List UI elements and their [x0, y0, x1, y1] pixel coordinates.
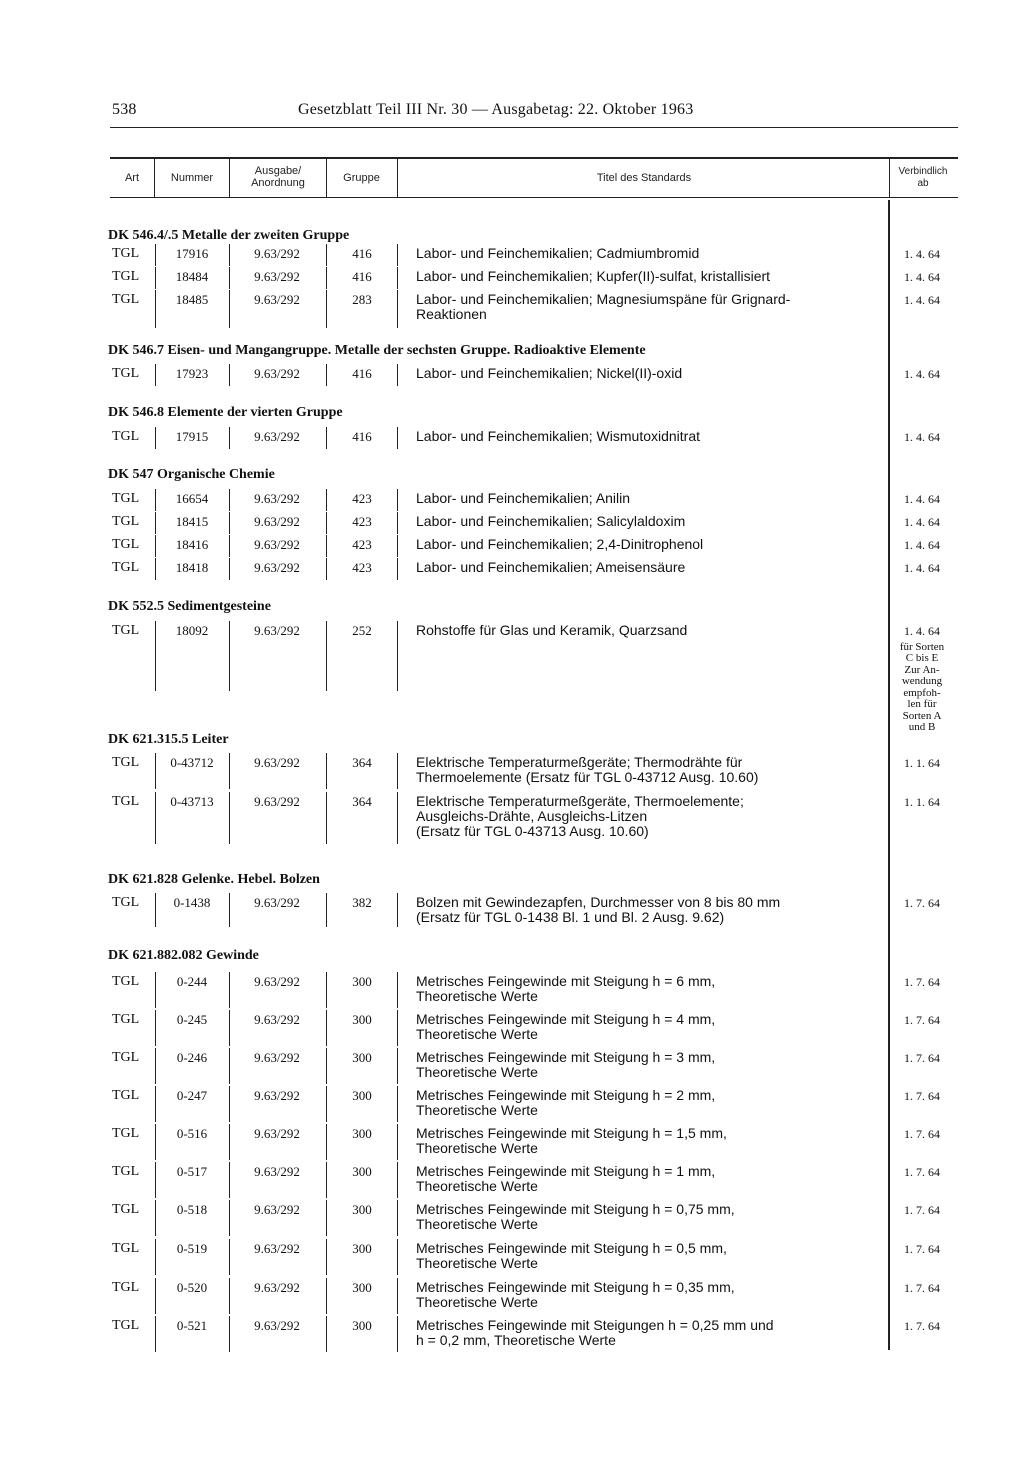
row-divider — [326, 1162, 327, 1198]
row-divider — [155, 558, 156, 580]
row-title-line: Elektrische Temperaturmeßgeräte; Thermodrähte für — [416, 754, 743, 770]
row-divider — [155, 1086, 156, 1122]
row-ausgabe: 9.63/292 — [254, 429, 300, 444]
row-art: TGL — [112, 292, 140, 307]
row-divider — [397, 1048, 398, 1084]
row-title-line: Labor- und Feinchemikalien; 2,4-Dinitrophenol — [416, 536, 704, 552]
row-divider — [155, 1316, 156, 1352]
row-art: TGL — [112, 794, 140, 809]
row-title-line: Bolzen mit Gewindezapfen, Durchmesser von 8 bis 80 mm — [416, 894, 781, 910]
row-divider — [155, 1048, 156, 1084]
row-verbindlich-line: 1. 4. 64 — [904, 538, 940, 552]
row-divider — [397, 558, 398, 580]
row-title-line: Reaktionen — [416, 306, 487, 322]
row-verbindlich-line: 1. 4. 64 — [904, 624, 940, 638]
row-divider — [397, 489, 398, 511]
row-gruppe: 364 — [352, 794, 372, 809]
row-verbindlich-line: C bis E — [905, 652, 939, 664]
row-divider — [155, 512, 156, 534]
section-heading: DK 546.7 Eisen- und Mangangruppe. Metalle der sechsten Gruppe. Radioaktive Elemente — [108, 343, 646, 358]
row-verbindlich-line: 1. 4. 64 — [904, 561, 940, 575]
row-ausgabe: 9.63/292 — [254, 366, 300, 381]
row-title-line: Labor- und Feinchemikalien; Magnesiumspäne für Grignard- — [416, 291, 791, 307]
row-art: TGL — [112, 560, 140, 575]
row-title-line: Theoretische Werte — [416, 988, 538, 1004]
section-heading: DK 552.5 Sedimentgesteine — [108, 599, 271, 614]
row-divider — [397, 1162, 398, 1198]
row-title-line: Theoretische Werte — [416, 1026, 538, 1042]
row-divider — [397, 753, 398, 789]
row-divider — [155, 621, 156, 691]
row-title-line: Metrisches Feingewinde mit Steigung h = 4 mm, — [416, 1011, 716, 1027]
head-divider — [889, 159, 890, 197]
row-divider — [155, 893, 156, 927]
row-divider — [229, 1124, 230, 1160]
row-divider — [229, 427, 230, 449]
row-divider — [155, 427, 156, 449]
row-divider — [155, 1124, 156, 1160]
table-head-rule — [110, 197, 958, 198]
row-verbindlich-line: 1. 4. 64 — [904, 293, 940, 307]
row-divider — [326, 535, 327, 557]
row-divider — [229, 1278, 230, 1314]
column-header-nummer: Nummer — [170, 172, 214, 184]
row-gruppe: 423 — [352, 491, 372, 506]
row-divider — [155, 1162, 156, 1198]
publication-header: Gesetzblatt Teil III Nr. 30 — Ausgabetag: 22. Oktober 1963 — [298, 101, 694, 118]
row-divider — [397, 535, 398, 557]
row-nummer: 0-246 — [176, 1050, 208, 1065]
row-gruppe: 416 — [352, 269, 372, 284]
row-divider — [326, 972, 327, 1008]
row-nummer: 0-519 — [176, 1241, 208, 1256]
section-heading: DK 621.882.082 Gewinde — [108, 948, 259, 963]
row-verbindlich-line: len für — [907, 698, 937, 710]
row-title-line: (Ersatz für TGL 0-1438 Bl. 1 und Bl. 2 Ausg. 9.62) — [416, 909, 725, 925]
header-rule — [110, 127, 958, 128]
row-title-line: Labor- und Feinchemikalien; Nickel(II)-oxid — [416, 365, 683, 381]
row-nummer: 18484 — [175, 269, 209, 284]
row-ausgabe: 9.63/292 — [254, 1088, 300, 1103]
row-nummer: 17923 — [175, 366, 209, 381]
row-nummer: 0-520 — [176, 1280, 208, 1295]
row-divider — [326, 1010, 327, 1046]
row-title-line: Metrisches Feingewinde mit Steigung h = 6 mm, — [416, 973, 716, 989]
row-ausgabe: 9.63/292 — [254, 1202, 300, 1217]
row-verbindlich-line: 1. 7. 64 — [904, 1051, 940, 1065]
row-art: TGL — [112, 623, 140, 638]
row-art: TGL — [112, 269, 140, 284]
row-title-line: Theoretische Werte — [416, 1178, 538, 1194]
row-divider — [229, 1239, 230, 1275]
row-divider — [229, 1010, 230, 1046]
head-divider — [154, 159, 155, 197]
row-title-line: Metrisches Feingewinde mit Steigung h = 0,75 mm, — [416, 1201, 735, 1217]
row-divider — [397, 1239, 398, 1275]
row-divider — [397, 792, 398, 844]
row-verbindlich-line: 1. 7. 64 — [904, 1242, 940, 1256]
row-gruppe: 423 — [352, 537, 372, 552]
row-divider — [397, 1316, 398, 1352]
row-gruppe: 416 — [352, 429, 372, 444]
row-ausgabe: 9.63/292 — [254, 1012, 300, 1027]
row-ausgabe: 9.63/292 — [254, 895, 300, 910]
row-title-line: Metrisches Feingewinde mit Steigungen h = 0,25 mm und — [416, 1317, 774, 1333]
row-verbindlich-line: 1. 7. 64 — [904, 1127, 940, 1141]
row-verbindlich-line: 1. 4. 64 — [904, 367, 940, 381]
row-divider — [397, 267, 398, 289]
row-verbindlich-line: 1. 4. 64 — [904, 430, 940, 444]
row-verbindlich-line: 1. 4. 64 — [904, 247, 940, 261]
row-art: TGL — [112, 246, 140, 261]
row-divider — [397, 427, 398, 449]
row-divider — [326, 1124, 327, 1160]
row-ausgabe: 9.63/292 — [254, 1280, 300, 1295]
column-header-ausgabe: Ausgabe/ Anordnung — [251, 165, 305, 189]
row-divider — [229, 290, 230, 328]
row-gruppe: 300 — [352, 1088, 372, 1103]
row-verbindlich-line: 1. 4. 64 — [904, 270, 940, 284]
row-art: TGL — [112, 1164, 140, 1179]
row-gruppe: 423 — [352, 560, 372, 575]
row-divider — [397, 1278, 398, 1314]
row-art: TGL — [112, 755, 140, 770]
row-divider — [229, 267, 230, 289]
row-divider — [155, 753, 156, 789]
row-divider — [397, 621, 398, 691]
row-title-line: Elektrische Temperaturmeßgeräte, Thermoelemente; — [416, 793, 744, 809]
row-nummer: 16654 — [175, 491, 209, 506]
row-art: TGL — [112, 1318, 140, 1333]
row-gruppe: 300 — [352, 1202, 372, 1217]
row-divider — [229, 244, 230, 266]
row-title-line: Ausgleichs-Drähte, Ausgleichs-Litzen — [416, 808, 648, 824]
row-ausgabe: 9.63/292 — [254, 1164, 300, 1179]
row-gruppe: 283 — [352, 292, 372, 307]
row-gruppe: 382 — [352, 895, 372, 910]
row-divider — [155, 364, 156, 386]
row-divider — [229, 893, 230, 927]
row-divider — [326, 244, 327, 266]
row-divider — [326, 267, 327, 289]
row-verbindlich-line: für Sorten — [899, 640, 945, 653]
column-header-titel: Titel des Standards — [596, 172, 692, 184]
head-divider — [326, 159, 327, 197]
row-divider — [326, 893, 327, 927]
row-nummer: 18415 — [175, 514, 209, 529]
row-nummer: 0-244 — [176, 974, 208, 989]
row-nummer: 17916 — [175, 246, 209, 261]
row-nummer: 18485 — [175, 292, 209, 307]
row-art: TGL — [112, 1280, 140, 1295]
row-verbindlich-line: 1. 1. 64 — [904, 756, 940, 770]
row-ausgabe: 9.63/292 — [254, 1050, 300, 1065]
row-divider — [229, 535, 230, 557]
row-ausgabe: 9.63/292 — [254, 514, 300, 529]
row-title-line: Theoretische Werte — [416, 1140, 538, 1156]
row-divider — [155, 1200, 156, 1236]
row-divider — [229, 1162, 230, 1198]
row-nummer: 18092 — [175, 623, 209, 638]
row-divider — [155, 489, 156, 511]
row-art: TGL — [112, 1012, 140, 1027]
row-nummer: 0-517 — [176, 1164, 208, 1179]
section-heading: DK 547 Organische Chemie — [108, 467, 275, 482]
row-nummer: 0-245 — [176, 1012, 208, 1027]
row-divider — [229, 621, 230, 691]
row-verbindlich-line: 1. 7. 64 — [904, 896, 940, 910]
row-divider — [326, 1200, 327, 1236]
row-title-line: Theoretische Werte — [416, 1255, 538, 1271]
row-divider — [326, 1086, 327, 1122]
row-nummer: 0-516 — [176, 1126, 208, 1141]
row-art: TGL — [112, 429, 140, 444]
row-title-line: Theoretische Werte — [416, 1216, 538, 1232]
section-heading: DK 546.8 Elemente der vierten Gruppe — [108, 405, 343, 420]
row-nummer: 18416 — [175, 537, 209, 552]
row-ausgabe: 9.63/292 — [254, 246, 300, 261]
row-ausgabe: 9.63/292 — [254, 755, 300, 770]
row-title-line: Metrisches Feingewinde mit Steigung h = 1,5 mm, — [416, 1125, 727, 1141]
row-art: TGL — [112, 1050, 140, 1065]
row-verbindlich-line: wendung — [901, 675, 943, 687]
row-verbindlich-line: 1. 7. 64 — [904, 1165, 940, 1179]
row-art: TGL — [112, 895, 140, 910]
row-title-line: Theoretische Werte — [416, 1102, 538, 1118]
row-divider — [326, 558, 327, 580]
row-art: TGL — [112, 514, 140, 529]
row-divider — [326, 427, 327, 449]
row-ausgabe: 9.63/292 — [254, 1318, 300, 1333]
row-title-line: Labor- und Feinchemikalien; Salicylaldoxim — [416, 513, 686, 529]
table-top-rule — [110, 157, 958, 159]
row-divider — [155, 1239, 156, 1275]
row-art: TGL — [112, 1088, 140, 1103]
row-divider — [326, 364, 327, 386]
row-divider — [155, 290, 156, 328]
row-verbindlich-line: 1. 4. 64 — [904, 492, 940, 506]
row-art: TGL — [112, 537, 140, 552]
row-divider — [397, 244, 398, 266]
row-nummer: 0-521 — [176, 1318, 208, 1333]
row-divider — [229, 489, 230, 511]
row-divider — [326, 512, 327, 534]
row-gruppe: 300 — [352, 1318, 372, 1333]
row-verbindlich-line: 1. 7. 64 — [904, 1089, 940, 1103]
row-verbindlich-line: 1. 7. 64 — [904, 1013, 940, 1027]
row-title-line: Theoretische Werte — [416, 1064, 538, 1080]
row-divider — [229, 972, 230, 1008]
row-art: TGL — [112, 1241, 140, 1256]
row-title-line: Metrisches Feingewinde mit Steigung h = 2 mm, — [416, 1087, 716, 1103]
row-divider — [229, 792, 230, 844]
row-ausgabe: 9.63/292 — [254, 794, 300, 809]
row-divider — [326, 1316, 327, 1352]
section-heading: DK 621.315.5 Leiter — [108, 732, 229, 747]
row-title-line: Metrisches Feingewinde mit Steigung h = 0,5 mm, — [416, 1240, 727, 1256]
row-nummer: 18418 — [175, 560, 209, 575]
row-ausgabe: 9.63/292 — [254, 537, 300, 552]
row-gruppe: 416 — [352, 246, 372, 261]
section-heading: DK 546.4/.5 Metalle der zweiten Gruppe — [108, 228, 350, 243]
page-number: 538 — [112, 101, 137, 118]
row-title-line: h = 0,2 mm, Theoretische Werte — [416, 1332, 616, 1348]
row-title-line: Labor- und Feinchemikalien; Ameisensäure — [416, 559, 686, 575]
row-title-line: Metrisches Feingewinde mit Steigung h = 0,35 mm, — [416, 1279, 735, 1295]
row-title-line: Labor- und Feinchemikalien; Cadmiumbromid — [416, 245, 700, 261]
row-verbindlich-line: Zur An- — [904, 663, 940, 676]
row-art: TGL — [112, 974, 140, 989]
row-ausgabe: 9.63/292 — [254, 269, 300, 284]
row-divider — [229, 1200, 230, 1236]
column-header-verbindlich: Verbindlich ab — [898, 166, 948, 189]
row-verbindlich-line: 1. 7. 64 — [904, 1203, 940, 1217]
row-divider — [155, 1278, 156, 1314]
row-divider — [155, 972, 156, 1008]
row-title-line: Theoretische Werte — [416, 1294, 538, 1310]
row-divider — [326, 290, 327, 328]
row-divider — [326, 753, 327, 789]
row-divider — [397, 1124, 398, 1160]
row-ausgabe: 9.63/292 — [254, 974, 300, 989]
row-divider — [326, 1048, 327, 1084]
row-divider — [326, 792, 327, 844]
row-divider — [229, 512, 230, 534]
row-nummer: 0-247 — [176, 1088, 208, 1103]
row-divider — [326, 1239, 327, 1275]
row-art: TGL — [112, 366, 140, 381]
row-divider — [326, 489, 327, 511]
row-nummer: 17915 — [175, 429, 209, 444]
row-nummer: 0-43713 — [170, 794, 214, 809]
row-divider — [397, 1010, 398, 1046]
row-verbindlich-line: 1. 4. 64 — [904, 515, 940, 529]
row-title-line: Metrisches Feingewinde mit Steigung h = 3 mm, — [416, 1049, 716, 1065]
row-gruppe: 300 — [352, 1241, 372, 1256]
row-divider — [155, 1010, 156, 1046]
row-divider — [229, 364, 230, 386]
row-gruppe: 300 — [352, 1126, 372, 1141]
row-verbindlich-line: 1. 7. 64 — [904, 975, 940, 989]
row-nummer: 0-1438 — [173, 895, 211, 910]
row-title-line: Labor- und Feinchemikalien; Kupfer(II)-sulfat, kristallisiert — [416, 268, 771, 284]
row-gruppe: 252 — [352, 623, 372, 638]
head-divider — [397, 159, 398, 197]
row-art: TGL — [112, 1202, 140, 1217]
row-divider — [229, 1316, 230, 1352]
row-art: TGL — [112, 1126, 140, 1141]
row-divider — [397, 512, 398, 534]
row-title-line: Metrisches Feingewinde mit Steigung h = 1 mm, — [416, 1163, 716, 1179]
row-divider — [397, 1086, 398, 1122]
row-divider — [229, 558, 230, 580]
column-header-gruppe: Gruppe — [343, 172, 380, 184]
head-divider — [229, 159, 230, 197]
row-nummer: 0-43712 — [170, 755, 214, 770]
row-divider — [397, 1200, 398, 1236]
row-divider — [397, 290, 398, 328]
row-verbindlich-line: 1. 7. 64 — [904, 1281, 940, 1295]
row-ausgabe: 9.63/292 — [254, 292, 300, 307]
row-divider — [155, 535, 156, 557]
row-divider — [229, 1048, 230, 1084]
row-title-line: (Ersatz für TGL 0-43713 Ausg. 10.60) — [416, 823, 649, 839]
row-ausgabe: 9.63/292 — [254, 1126, 300, 1141]
row-verbindlich-line: Sorten A — [902, 709, 942, 722]
row-title-line: Rohstoffe für Glas und Keramik, Quarzsand — [416, 622, 688, 638]
row-gruppe: 423 — [352, 514, 372, 529]
row-ausgabe: 9.63/292 — [254, 623, 300, 638]
row-gruppe: 300 — [352, 1280, 372, 1295]
row-art: TGL — [112, 491, 140, 506]
row-gruppe: 300 — [352, 1050, 372, 1065]
row-verbindlich-line: empfoh- — [903, 686, 941, 699]
row-gruppe: 416 — [352, 366, 372, 381]
row-gruppe: 364 — [352, 755, 372, 770]
row-divider — [397, 893, 398, 927]
row-divider — [229, 753, 230, 789]
row-divider — [155, 267, 156, 289]
row-nummer: 0-518 — [176, 1202, 208, 1217]
row-gruppe: 300 — [352, 1164, 372, 1179]
row-divider — [326, 1278, 327, 1314]
row-divider — [397, 364, 398, 386]
row-ausgabe: 9.63/292 — [254, 1241, 300, 1256]
row-verbindlich-line: 1. 7. 64 — [904, 1319, 940, 1333]
row-gruppe: 300 — [352, 974, 372, 989]
section-heading: DK 621.828 Gelenke. Hebel. Bolzen — [108, 872, 320, 887]
row-verbindlich-line: 1. 1. 64 — [904, 795, 940, 809]
row-divider — [229, 1086, 230, 1122]
row-divider — [155, 244, 156, 266]
row-divider — [397, 972, 398, 1008]
row-title-line: Thermoelemente (Ersatz für TGL 0-43712 Ausg. 10.60) — [416, 769, 759, 785]
row-gruppe: 300 — [352, 1012, 372, 1027]
row-title-line: Labor- und Feinchemikalien; Wismutoxidnitrat — [416, 428, 701, 444]
row-divider — [326, 621, 327, 691]
row-verbindlich-line: und B — [908, 721, 936, 733]
row-title-line: Labor- und Feinchemikalien; Anilin — [416, 490, 631, 506]
column-header-art: Art — [124, 172, 140, 184]
row-ausgabe: 9.63/292 — [254, 560, 300, 575]
row-divider — [155, 792, 156, 844]
row-ausgabe: 9.63/292 — [254, 491, 300, 506]
